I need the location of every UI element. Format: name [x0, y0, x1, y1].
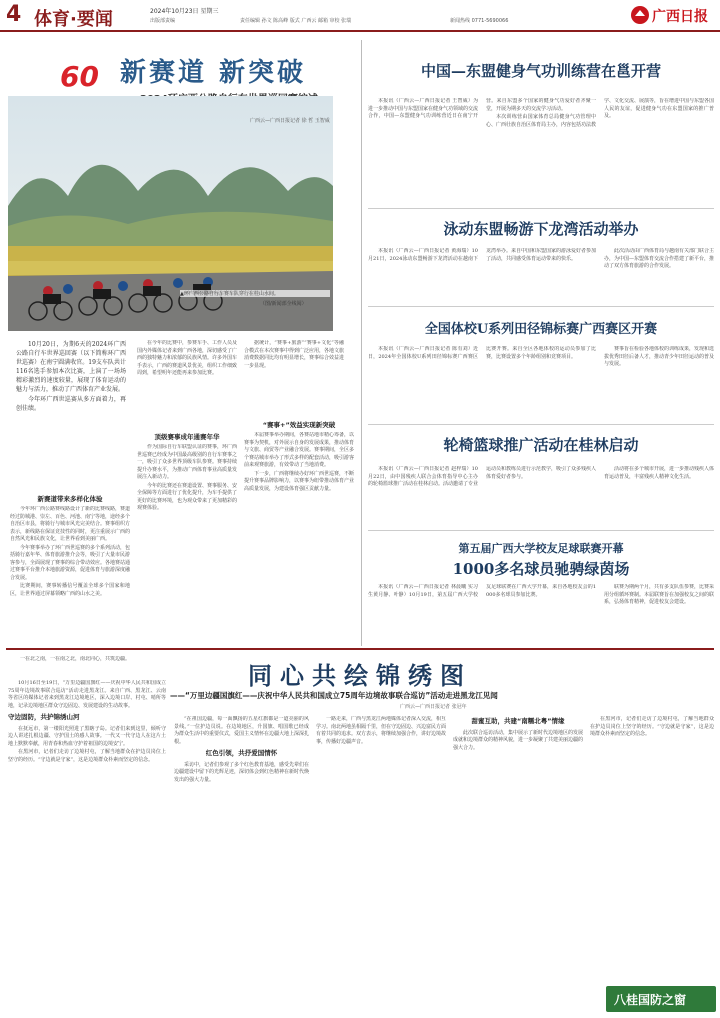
divider-a2: [368, 306, 714, 307]
page-number: 4: [6, 2, 22, 27]
article-2-p1: 本报讯（广西云—广西日报记者 黄海瑞）10月21日，2024泳动东盟畅游下龙湾活动在越南下龙湾举办。来自中国和东盟国家的游泳爱好者参加了活动，共同感受体育运动带来的快乐。: [368, 248, 597, 262]
article-3-p2: 赛事旨在检验各地体校的训练成果，发现和选拔优秀田径后备人才，推动青少年田径运动的普及与发展。: [604, 346, 714, 367]
bottom-body-1: 10月16日至19日，“万里边疆国旗红——庆祝中华人民共和国成立75周年边境故事联合巡访”活动走进黑龙江。来自广西、黑龙江、云南等省区的媒体记者来到黑龙江边境地区，深入边境口岸、村屯、哨所等地，记录边境地区群众守边固边、发展建设的生动故事。: [8, 680, 166, 709]
badge-label: 八桂国防之窗: [614, 993, 687, 1007]
bottom-col-2: [174, 716, 309, 1012]
masthead: [0, 0, 720, 32]
article-2-body: [368, 248, 714, 302]
bottom-body-7: 此次联合巡访活动，集中展示了新时代边境地区的发展成就和边境群众的精神风貌，进一步凝聚了共建美丽边疆的强大合力。: [453, 729, 583, 751]
lead-col-2: [137, 340, 237, 430]
bottom-col-4: [453, 716, 583, 1012]
bottom-subtitle: ——“万里边疆国旗红——庆祝中华人民共和国成立75周年边境故事联合巡访”活动走进黑龙江见闻: [170, 691, 498, 700]
article-2-p2: 此次活动由广西体育局与越南有关部门联合主办，为中国—东盟体育交流合作搭建了新平台，推动了双方体育旅游的合作发展。: [604, 248, 714, 269]
bottom-title: 同心共绘锦绣图: [248, 661, 472, 690]
lead-intro: 10月20日，为期6天的2024环广西公路自行车世界巡回赛（以下简称环广西世巡赛）在南宁圆满收官。19支车队共计116名选手参加本次比赛，上演了一场场精彩激烈的速度较量，展现了体育运动的魅力与活力，推动了广西体育产业发展。: [16, 341, 126, 393]
article-5-title: 第五届广西大学校友足球联赛开幕: [458, 542, 624, 555]
lead-heading-3: “赛事+”效益实现新突破: [262, 421, 336, 429]
article-3: [368, 310, 714, 420]
bottom-col-1: [8, 680, 166, 1012]
article-1-p2: 本次训练营由国家体育总局健身气功管理中心、广西壮族自治区体育局主办，内容包括功法教学、文化交流、展演等，旨在增进中国与东盟各国人民的友谊，促进健身气功在东盟国家的推广普及。: [486, 98, 714, 128]
bottom-body-6: 一路走来，广西与黑龙江两地媒体记者深入交流，相互学习。南北两地虽相隔千里，但在守边固边、兴边富民方面有着共同的追求。双方表示，将继续加强合作，讲好边境故事，传播好边疆声音。: [316, 716, 446, 745]
bottom-body-3: 在黑河市，记者们走访了边境村屯，了解当地群众在护边员岗位上坚守的经历。“守边就是守家”，这是边境群众朴素而坚定的信念。: [8, 749, 166, 763]
article-4-p2: 活动将在多个城市开展，进一步推动残疾人体育运动普及，丰富残疾人精神文化生活。: [604, 466, 714, 480]
issue-date: 2024年10月23日 星期三: [150, 8, 219, 15]
lead-body-1b: 今年赛事举办了环广西世巡赛的多个系列活动，包括骑行嘉年华、体育旅游推介会等，吸引了大量市民游客参与，全面展现了赛事的综合带动效应。各地赛站通过赛事平台推介本地旅游资源，促进体育与旅游深度融合发展。: [10, 544, 130, 581]
bottom-col-3: [316, 716, 446, 1012]
lead-col-3: [244, 340, 344, 420]
article-3-p1: 本报讯（广西云—广西日报记者 陈有刘）近日，2024年全国体校U系列田径锦标赛广西赛区比赛开赛。来自全区各地体校的运动员参加了比赛，比赛设置多个年龄组别和竞赛项目。: [368, 346, 596, 360]
lead-byline: 广西云—广西日报记者 徐 哲 玉智威: [250, 118, 330, 124]
bottom-body-2: 在抚远市，第一缕阳光照进了黑瞎子岛。记者们来到这里，倾听守边人讲述扎根边疆、守护国土的感人故事。一代又一代守边人在这片土地上默默奉献，用青春和热血守护着祖国的边境安宁。: [8, 725, 166, 747]
section-badge: [606, 986, 716, 1012]
lead-body-1c: 比赛期间，赛事转播信号覆盖全球多个国家和地区，让世界通过屏幕领略广西的山水之美。: [10, 583, 130, 597]
lead-body-3c: 下一步，广西将继续办好环广西世巡赛，不断提升赛事品牌影响力，以赛事为纽带推动体育产业高质量发展，为建设体育强区贡献力量。: [244, 470, 354, 492]
article-5-p2: 联赛为期两个月，共有多支队伍参赛，比赛采用分组循环赛制。本届联赛旨在加强校友之间的联系，弘扬体育精神，促进校友会建设。: [604, 584, 714, 605]
article-1-body: [368, 98, 714, 200]
70th-anniversary-icon: [60, 56, 120, 96]
bottom-body-5: 采访中，记者们参观了多个红色教育基地，感受先辈们在边疆建设中留下的光辉足迹，深切体会到红色精神在新时代焕发出的强大力量。: [174, 761, 309, 783]
bottom-intro-box: [10, 656, 160, 676]
lead-body-3b: 据统计，“赛事+旅游”“赛事+文化”等融合模式在本次赛事中得到广泛应用，各地文旅消费数据同比均有明显增长，赛事综合效益进一步显现。: [244, 340, 344, 369]
divider-bottom: [6, 648, 714, 650]
hotline: 新闻热线 0771-5690066: [450, 18, 509, 24]
lead-col-3b: [244, 432, 354, 644]
bottom-col-5: [590, 716, 714, 978]
article-1-p1: 本报讯（广西云—广西日报记者 王智威）为进一步推动中国与东盟国家在健身气功领域的交流合作，中国—东盟健身气功训练营近日在南宁开营。来自东盟多个国家的健身气功爱好者齐聚一堂，开展为期多天的交流学习活动。: [368, 98, 596, 119]
article-5-body: [368, 584, 714, 646]
lead-heading-1: 新赛道带来多样化体验: [37, 495, 103, 503]
lead-body-3: 本届赛事举办期间，各赛站地市精心筹备，以赛事为契机，对外展示自身的发展成果，推动体育与文旅、商贸等产业融合发展。赛事期间，全区多个赛站城市举办了形式多样的配套活动，吸引游客前来观赛旅游，有效带动了当地消费。: [244, 432, 354, 468]
logo-text: 广西日报: [652, 9, 708, 25]
editor-meta: 责任编辑 孙文 陈高峰 版式 广西云 邮箱 审校 张瑞: [240, 18, 352, 24]
lead-intro2: 今年环广西世巡赛从多方面着力，再创佳绩。: [16, 396, 126, 412]
bottom-heading-2: 红色引领，共抒爱国情怀: [205, 749, 278, 757]
photo-credit: （图/新闻部全线阅）: [260, 301, 307, 307]
lead-body-2b: 作为国际自行车联盟认证的赛事，环广西世巡赛已经成为中国最高级别的自行车赛事之一，吸引了众多世界顶级车队参赛。赛事持续提升办赛水平，为推动广西体育事业高质量发展注入新动力。: [137, 444, 237, 480]
article-5-p1: 本报讯（广西云—广西日报记者 林晨曦 实习生黄月静、叶静）10月19日，第五届广西大学校友足球联赛在广西大学开幕，来自各地校友会的1000多名球员参加比赛。: [368, 584, 596, 598]
article-4-body: [368, 466, 714, 528]
article-4: [368, 428, 714, 528]
article-5-title2: 1000多名球员驰骋绿茵场: [452, 560, 630, 578]
newspaper-logo: [628, 3, 714, 27]
photo-caption: ▲环广西公路自行车赛车队穿行在桂山水间。: [180, 290, 330, 297]
lead-col-1: [10, 506, 130, 646]
bottom-body-1-cont: 在黑河市，记者们走访了边境村屯，了解当地群众在护边员岗位上坚守的经历。“守边就是守家”，这是边境群众朴素而坚定的信念。: [590, 716, 714, 737]
lead-body-2c: 今年的比赛还在赛道设置、赛事服务、安全保障等方面进行了优化提升，为车手提供了更好的比赛环境，也为观众带来了更加精彩的观赛体验。: [137, 482, 237, 511]
article-5: [368, 534, 714, 646]
editor-line: 出版部责编: [150, 18, 176, 24]
bottom-body-4: “在祖国边疆，每一面飘扬的五星红旗都是一道亮丽的风景线。”一位护边员说。在边境地区，升国旗、唱国歌已经成为群众生活中的重要仪式，爱国主义情怀在边疆大地上深深扎根。: [174, 716, 309, 745]
article-1-title: 中国—东盟健身气功训练营在邕开营: [420, 62, 661, 80]
article-1: [368, 40, 714, 200]
article-4-p1: 本报讯（广西云—广西日报记者 赵梓瑞）10月22日，由中国残疾人联合会体育指导中心主办的轮椅篮球推广活动在桂林启动。活动邀请了专业运动员和教练员进行示范教学，吸引了众多残疾人体育爱好者参与。: [368, 466, 597, 487]
bottom-heading-1: 守边固防，共护锦绣山河: [8, 713, 80, 721]
article-3-title: 全国体校U系列田径锦标赛广西赛区开赛: [424, 322, 658, 337]
svg-text:60: 60: [60, 60, 99, 93]
lead-body-2: 在今年的比赛中，参赛车手、工作人员及国内外媒体记者来到广西各地，深切感受了广西的独特魅力和浓郁的民族风情。许多外国车手表示，广西的赛道风景优美，组织工作细致周到，希望明年还能再来参加比赛。: [137, 340, 237, 376]
section-title: 体育·要闻: [34, 9, 113, 30]
lead-title: 新赛道 新突破: [120, 58, 307, 88]
bottom-byline: 广西云—广西日报记者 张冠年: [400, 704, 467, 710]
article-4-title: 轮椅篮球推广活动在桂林启动: [443, 436, 639, 454]
divider-vertical: [361, 40, 362, 646]
bottom-intro: 一在北之南，一在南之北，南北同心，共筑边疆。: [20, 656, 131, 662]
divider-a1: [368, 208, 714, 209]
divider-a3: [368, 424, 714, 425]
article-2-title: 泳动东盟畅游下龙湾活动举办: [443, 220, 639, 238]
lead-body-1: 今年环广西公路赛线路设计了新的比赛线路，赛道经过防城港、崇左、百色、河池、南宁等地，途经多个自治区市县，将骑行与城市风光完美结合。赛事组织方表示，新线路在保证竞技性的同时，更注重展示广西的自然风光和民族文化，让世界看到美丽广西。: [10, 506, 130, 542]
lead-intro-box: [16, 340, 126, 490]
lead-col-2b: [137, 444, 237, 644]
bottom-heading-3: 甜蜜互助，共建“南糯北粤”情缘: [471, 717, 565, 725]
article-2: [368, 212, 714, 302]
lead-heading-2: 顶级赛事成年通赛年华: [154, 433, 220, 441]
divider-a4: [368, 530, 714, 531]
article-3-body: [368, 346, 714, 420]
